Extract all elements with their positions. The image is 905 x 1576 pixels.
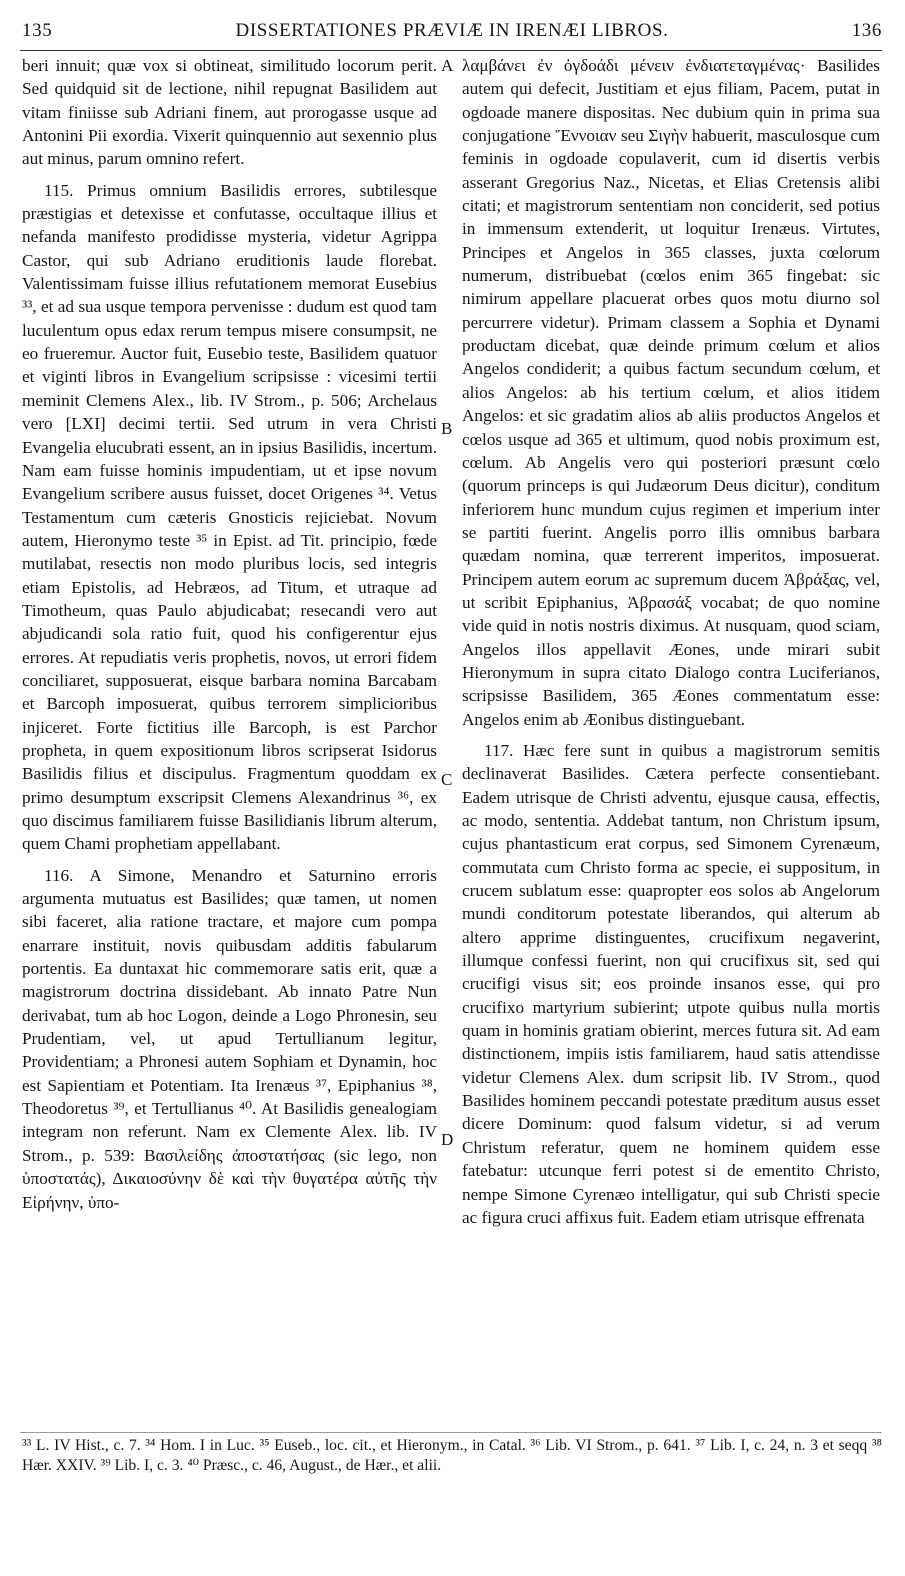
margin-marker-a: A (441, 56, 454, 75)
left-paragraph-115: 115. Primus omnium Basilidis errores, subtilesque præstigias et detexisse et confutasse, occultaque illius et nefanda manifesto prodidisse mysteria, videtur Agrippa Castor, qui sub Adriano eruditionis laude florebat. Valentissimam fuisse illius refutationem memorat Eusebius ³³, et ad sua usque tempora pervenisse : dudum est quod tam luculentum opus edax rerum tempus misere consumpsit, ne eo frueremur. Auctor fuit, Eusebio teste, Basilidem quatuor et viginti libros in Evangelium scripsisse : vicesimi tertii meminit Clemens Alex., lib. IV Strom., p. 506; Archelaus vero [LXI] decimi tertii. Sed utrum in vera Christi Evangelia elucubrati essent, an in ipsius Basilidis, incertum. Nam eam fuisse hominis impudentiam, ut et ipse novum Evangelium scribere ausus fuisset, docet Origenes ³⁴. Vetus Testamentum cum cæteris Gnosticis rejiciebat. Novum autem, Hieronymo teste ³⁵ in Epist. ad Tit. principio, fœde mutilabat, resectis non modo pluribus locis, sed integris etiam Epistolis, ad Hebræos, ad Titum, et utraque ad Timotheum, quas Paulo abjudicabat; resecandi vero aut abjudicandi sola ratio fuit, quod his configerentur ejus errores. At repudiatis veris prophetis, novos, ut errori fidem conciliaret, supposuerat, eisque barbara nomina Barcabam et Barcoph imposuerat, quibus terrorem simplicioribus injiceret. Forte fictitius ille Barcoph, is est Parchor propheta, in quem expositionum libros scripserat Isidorus Basilidis filius et discipulus. Fragmentum quoddam ex primo desumptum exscripsit Clemens Alexandrinus ³⁶, ex quo discimus familiarem fuisse Basilidianis librum alterum, quem Chami prophetiam appellabant. (22, 180, 437, 854)
margin-marker-d: D (441, 1130, 454, 1149)
running-title: DISSERTATIONES PRÆVIÆ IN IRENÆI LIBROS. (235, 20, 669, 41)
right-paragraph-117: 117. Hæc fere sunt in quibus a magistrorum semitis declinaverat Basilides. Cætera perfecte consentiebant. Eadem utrisque de Christi adventu, ejusque causa, effectis, ac modo, sententia. Addebat tantum, non Christum ipsum, cujus phantasticum erat corpus, sed Simonem Cyrenæum, commutata cum Christo forma ac specie, ei suppositum, in crucem sublatum esse: quapropter eos solos ab Angelorum mundi conditorum potestate liberandos, qui alterum ab altero apprime distinguentes, crucifixum negaverint, illumque confessi fuerint, non qui crucifixus sit, sed qui crucifigi visus sit; eos proinde insanos esse, qui pro crucifixo martyrium subierint; utpote quibus nulla mortis quam in hominis gratiam obierint, merces futura sit. Ad eam distinctionem, impiis istis familiarem, haud satis attendisse videtur Clemens Alex. dum scripsit lib. IV Strom., quod Basilides hominem peccandi potestate præditum ausus esset dicere Dominum: quod falsum videtur, si ad verum Christum referatur, quem ne hominem quidem esse fatebatur: utcunque ferri potest si de ementito Christo, nempe Simone Cyrenæo intelligatur, qui sub Christi specie ac figura cruci affixus fuit. Eadem etiam utrisque effrenata (462, 740, 880, 1227)
margin-marker-b: B (441, 419, 453, 438)
left-column (22, 54, 437, 1214)
header-rule (20, 50, 882, 51)
right-column (462, 54, 880, 1229)
footnotes (22, 1436, 882, 1476)
left-paragraph-1: beri innuit; quæ vox si obtineat, similitudo locorum perit. Sed quidquid sit de lectione, nihil repugnat Basilidem aut vitam finiisse sub Adriani finem, aut prorogasse usque ad Antonini Pii exordia. Vixerit quinquennio aut sexennio plus aut minus, parum omnino refert. (22, 56, 437, 169)
page-number-right: 136 (851, 20, 882, 41)
left-paragraph-116: 116. A Simone, Menandro et Saturnino erroris argumenta mutuatus est Basilides; quæ tamen, ut nomen sibi faceret, alia ratione tractare, et majore cum pompa enarrare instituit, novis quibusdam additis fabularum portentis. Ea duntaxat hic commemorare satis erit, quæ a magistrorum doctrina dissidebant. Ab innato Patre Nun derivabat, tum ab hoc Logon, deinde a Logo Phronesin, seu Prudentiam, vel, ut apud Tertullianum legitur, Providentiam; a Phronesi autem Sophiam et Dynamin, hoc est Sapientiam et Potentiam. Ita Irenæus ³⁷, Epiphanius ³⁸, Theodoretus ³⁹, et Tertullianus ⁴⁰. At Basilidis genealogiam integram non referunt. Nam ex Clemente Alex. lib. IV Strom., p. 539: Βασιλείδης ἀποστατήσας (sic lego, non ὑποστατάς), Δικαιοσύνην δὲ καὶ τὴν θυγατέρα αὐτῆς τὴν Εἰρήνην, ὑπο- (22, 865, 437, 1212)
footnote-text: ³³ L. IV Hist., c. 7. ³⁴ Hom. I in Luc. ³⁵ Euseb., loc. cit., et Hieronym., in Catal. ³⁶ Lib. VI Strom., p. 641. ³⁷ Lib. I, c. 24, n. 3 et seqq ³⁸ Hær. XXIV. ³⁹ Lib. I, c. 3. ⁴⁰ Præsc., c. 46, August., de Hær., et alii. (22, 1437, 882, 1474)
right-paragraph-1: λαμβάνει ἐν ὀγδοάδι μένειν ἐνδιατεταγμένας· Basilides autem qui defecit, Justitiam et ejus filiam, Pacem, putat in ogdoade manere dispositas. Nec dubium quin in prima sua conjugatione Ἔννοιαν seu Σιγὴν habuerit, masculosque cum feminis in ogdoade copulaverit, cum id disertis verbis asserant Gregorius Naz., Nicetas, et Elias Cretensis alibi citati; et magistrorum sententiam non conciderit, sed potius in immensum extenderit, ut loquitur Irenæus. Virtutes, Principes et Angelos in 365 classes, juxta cœlorum numerum, distribuebat (cœlos enim 365 fingebat: sic nimirum appellare placuerat orbes quos motu diurno sol percurrere videtur). Primam classem a Sophia et Dynami productam dicebat, quæ deinde primum cœlum et alios Angelos condiderit; a quibus factum secundum cœlum, et alios Angelos: ab his tertium cœlum, et alios itidem Angelos: et sic gradatim alios ab aliis productos Angelos et cœlos usque ad 365 et ultimum, quod nobis proximum est, cœlum. Ab Angelis vero qui posteriori præsunt cœlo (quorum princeps is qui Judæorum Deus dicitur), conditum inferiorem hunc mundum cujus regimen et imperium inter se partiti fuerint. Angelis porro illis omnibus barbara quædam nomina, quæ terrerent imperitos, imposuerat. Principem autem eorum ac supremum ducem Ἀβράξας, vel, ut scribit Epiphanius, Ἀβρασάξ vocabat; de quo nomine vide quid in notis nostris diximus. At nusquam, quod sciam, Angelos illos appellavit Æones, unde mirari subit Hieronymum in supra citato Dialogo contra Luciferianos, scripsisse Basilidem, 365 Æones commentatum esse: Angelos enim ab Æonibus distinguebant. (462, 56, 880, 729)
page-number-left: 135 (22, 20, 53, 41)
footnote-rule (20, 1432, 882, 1433)
running-header (22, 18, 882, 46)
margin-marker-c: C (441, 770, 453, 789)
